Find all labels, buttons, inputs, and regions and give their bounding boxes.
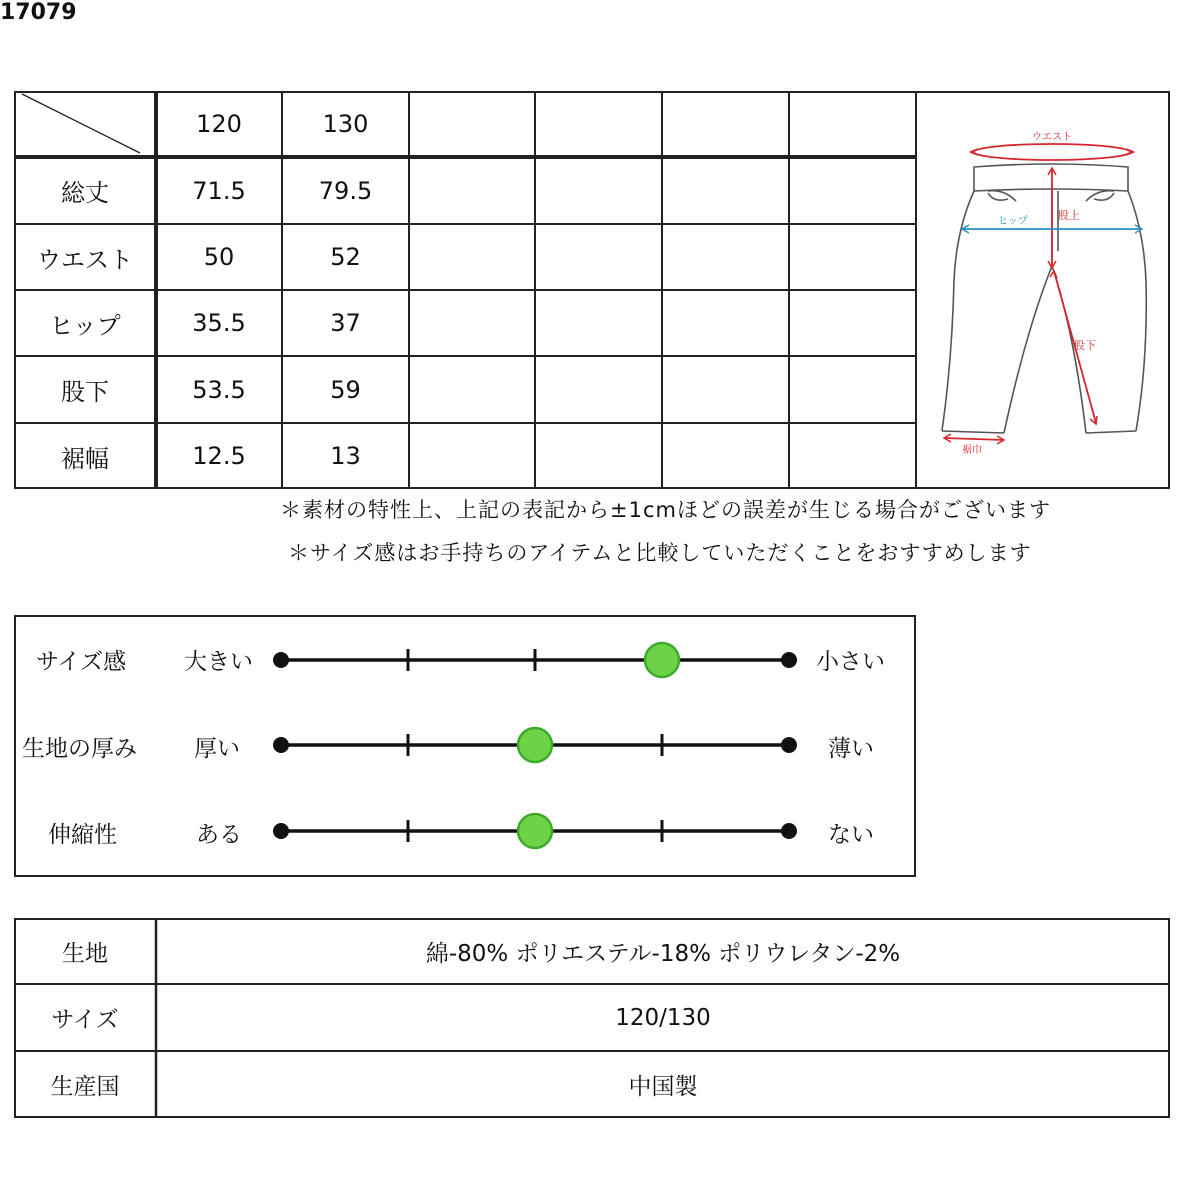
feel-scale-panel xyxy=(14,615,916,877)
spec-label-size: サイズ xyxy=(51,1007,119,1033)
table-cell: 53.5 xyxy=(192,375,246,404)
table-cell: 50 xyxy=(203,243,235,271)
scale-endpoint xyxy=(273,737,289,753)
pants-diagram xyxy=(942,131,1146,456)
scale-endpoint xyxy=(273,652,289,668)
spec-label-fabric: 生地 xyxy=(62,940,108,967)
table-cell: 52 xyxy=(330,243,361,271)
table-cell: 13 xyxy=(330,442,361,470)
scale-label-thickness: 生地の厚み xyxy=(22,736,137,762)
scale-marker xyxy=(518,814,552,848)
size-header-120: 120 xyxy=(196,110,242,138)
table-cell: 12.5 xyxy=(192,442,246,470)
scale-marker xyxy=(518,728,552,762)
table-cell: 35.5 xyxy=(192,309,246,337)
spec-value-size: 120/130 xyxy=(615,1004,711,1031)
row-label-total-length: 総丈 xyxy=(61,179,109,207)
waist-diagram-label: ウエスト xyxy=(1032,132,1072,143)
scale-endpoint xyxy=(273,823,289,839)
table-cell: 37 xyxy=(330,309,361,337)
hip-diagram-label: ヒップ xyxy=(998,216,1028,227)
scale-left-thickness: 厚い xyxy=(194,736,240,762)
spec-value-origin: 中国製 xyxy=(628,1074,698,1100)
spec-table xyxy=(14,918,1170,1118)
table-cell: 79.5 xyxy=(318,176,373,205)
product-code: 17079 xyxy=(0,0,77,25)
rise-diagram-label: 股上 xyxy=(1058,209,1080,222)
hem-diagram-label: 裾巾 xyxy=(962,445,982,456)
note-tolerance: ＊素材の特性上、上記の表記から±1cmほどの誤差が生じる場合がございます xyxy=(280,498,1051,522)
row-label-hip: ヒップ xyxy=(49,311,121,340)
scale-right-stretch: ない xyxy=(828,822,874,848)
scale-label-size: サイズ感 xyxy=(36,649,127,675)
row-label-hem-width: 裾幅 xyxy=(61,444,109,473)
size-header-130: 130 xyxy=(322,110,369,138)
scale-left-stretch: ある xyxy=(196,822,242,848)
row-label-waist: ウエスト xyxy=(37,245,133,274)
inseam-diagram-label: 股下 xyxy=(1074,339,1096,352)
scale-endpoint xyxy=(781,737,797,753)
row-label-inseam: 股下 xyxy=(61,378,109,406)
table-cell: 71.5 xyxy=(192,176,246,205)
scale-label-stretch: 伸縮性 xyxy=(48,822,117,848)
scale-endpoint xyxy=(781,652,797,668)
feel-scale-graphic xyxy=(14,615,916,877)
note-comparison: ＊サイズ感はお手持ちのアイテムと比較していただくことをおすすめします xyxy=(288,541,1032,565)
scale-right-thickness: 薄い xyxy=(828,736,874,762)
scale-marker xyxy=(645,643,679,677)
scale-left-size: 大きい xyxy=(184,649,253,675)
scale-right-size: 小さい xyxy=(816,649,885,675)
size-table xyxy=(14,91,1170,489)
table-cell: 59 xyxy=(330,375,361,404)
spec-label-origin: 生産国 xyxy=(50,1074,120,1100)
scale-endpoint xyxy=(781,823,797,839)
spec-value-fabric: 綿-80% ポリエステル-18% ポリウレタン-2% xyxy=(425,940,901,967)
